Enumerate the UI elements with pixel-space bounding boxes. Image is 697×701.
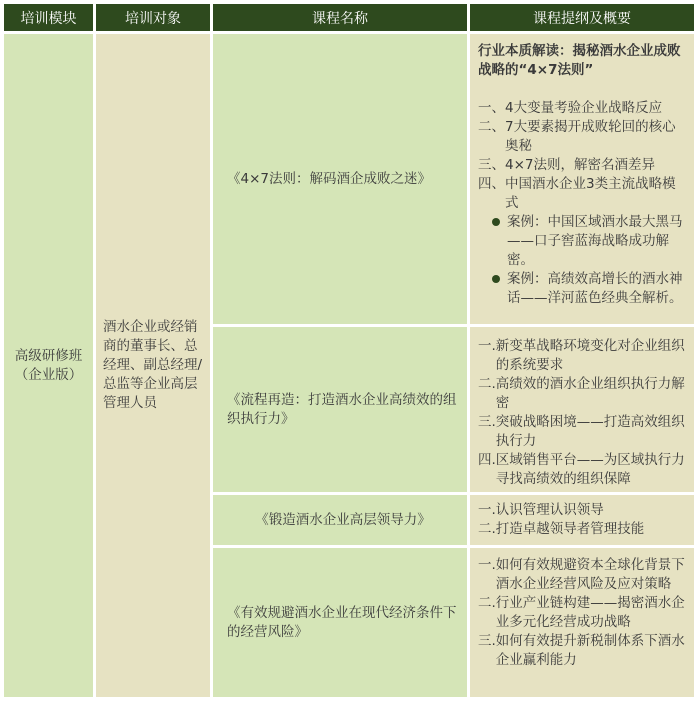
outline-item <box>478 156 688 175</box>
outline-cell <box>470 327 694 492</box>
module-cell <box>4 34 93 697</box>
outline-item-text: 如何有效提升新税制体系下酒水企业赢利能力 <box>495 633 685 668</box>
outline-item-number: 一. <box>478 557 496 573</box>
outline-item-number: 一、 <box>478 100 505 116</box>
outline-item <box>478 594 688 632</box>
course-name: 《锻造酒水企业高层领导力》 <box>255 511 431 528</box>
case-bullet-item <box>478 213 688 270</box>
outline-item-number: 三、 <box>478 157 505 173</box>
outline-item-text: 区域销售平台——为区域执行力寻找高绩效的组织保障 <box>495 452 685 487</box>
course-name: 《有效规避酒水企业在现代经济条件下的经营风险》 <box>227 604 457 640</box>
outline-item <box>478 375 688 413</box>
outline-item <box>478 520 688 539</box>
outline-item <box>478 451 688 489</box>
outline-item-text: 如何有效规避资本全球化背景下酒水企业经营风险及应对策略 <box>495 557 685 592</box>
outline-item-number: 二. <box>478 595 496 611</box>
outline-item-number: 四. <box>478 452 496 468</box>
outline-item-number: 二. <box>478 521 496 537</box>
outline-item-number: 一. <box>478 338 496 354</box>
course-name-cell <box>213 327 467 492</box>
outline-cell <box>470 495 694 545</box>
outline-item-text: 4×7法则，解密名酒差异 <box>505 157 655 173</box>
bullet-dot-icon <box>492 213 507 270</box>
course-name: 《流程再造：打造酒水企业高绩效的组织执行力》 <box>227 391 457 427</box>
outline-item-number: 一. <box>478 502 496 518</box>
outline-item <box>478 556 688 594</box>
course-name-cell <box>213 548 467 697</box>
outline-item-number: 二、 <box>478 119 505 135</box>
outline-item-text: 认识管理认识领导 <box>495 502 604 518</box>
outline-item-text: 中国酒水企业3类主流战略模式 <box>505 176 676 211</box>
outline-cell <box>470 548 694 697</box>
outline-item-number: 三. <box>478 633 496 649</box>
outline-item-text: 4大变量考验企业战略反应 <box>505 100 663 116</box>
outline-item-text: 7大要素揭开成败轮回的核心奥秘 <box>505 119 676 154</box>
outline-item <box>478 175 688 213</box>
outline-item-text: 新变革战略环境变化对企业组织的系统要求 <box>495 338 685 373</box>
outline-item <box>478 99 688 118</box>
header-audience: 培训对象 <box>96 4 210 31</box>
course-name-cell <box>213 495 467 545</box>
course-name: 《4×7法则：解码酒企成败之迷》 <box>227 170 431 187</box>
module-label: 高级研修班（企业版） <box>14 347 83 383</box>
outline-item <box>478 337 688 375</box>
case-bullet-item <box>478 270 688 308</box>
outline-item <box>478 413 688 451</box>
outline-item <box>478 501 688 520</box>
course-table <box>4 4 694 697</box>
header-module: 培训模块 <box>4 4 93 31</box>
bullet-dot-icon <box>492 270 507 308</box>
outline-item-number: 三. <box>478 414 496 430</box>
outline-item-number: 四、 <box>478 176 505 192</box>
header-outline: 课程提纲及概要 <box>470 4 694 31</box>
outline-item-text: 行业产业链构建——揭密酒水企业多元化经营成功战略 <box>495 595 685 630</box>
header-course-name: 课程名称 <box>213 4 467 31</box>
audience-label: 酒水企业或经销商的董事长、总经理、副总经理/总监等企业高层管理人员 <box>103 319 203 411</box>
outline-item <box>478 632 688 670</box>
outline-cell <box>470 34 694 324</box>
outline-item-number: 二. <box>478 376 496 392</box>
audience-cell <box>96 34 210 697</box>
outline-item-text: 高绩效的酒水企业组织执行力解密 <box>495 376 685 411</box>
course-name-cell <box>213 34 467 324</box>
outline-item-text: 打造卓越领导者管理技能 <box>495 521 645 537</box>
outline-item-text: 突破战略困境——打造高效组织执行力 <box>495 414 685 449</box>
outline-item <box>478 118 688 156</box>
case-bullet-text: 案例：高绩效高增长的酒水神话——洋河蓝色经典全解析。 <box>507 271 683 306</box>
case-bullet-text: 案例：中国区域酒水最大黑马——口子窖蓝海战略成功解密。 <box>507 214 683 268</box>
outline-headline: 行业本质解读：揭秘酒水企业成败战略的“4×7法则” <box>478 43 681 78</box>
